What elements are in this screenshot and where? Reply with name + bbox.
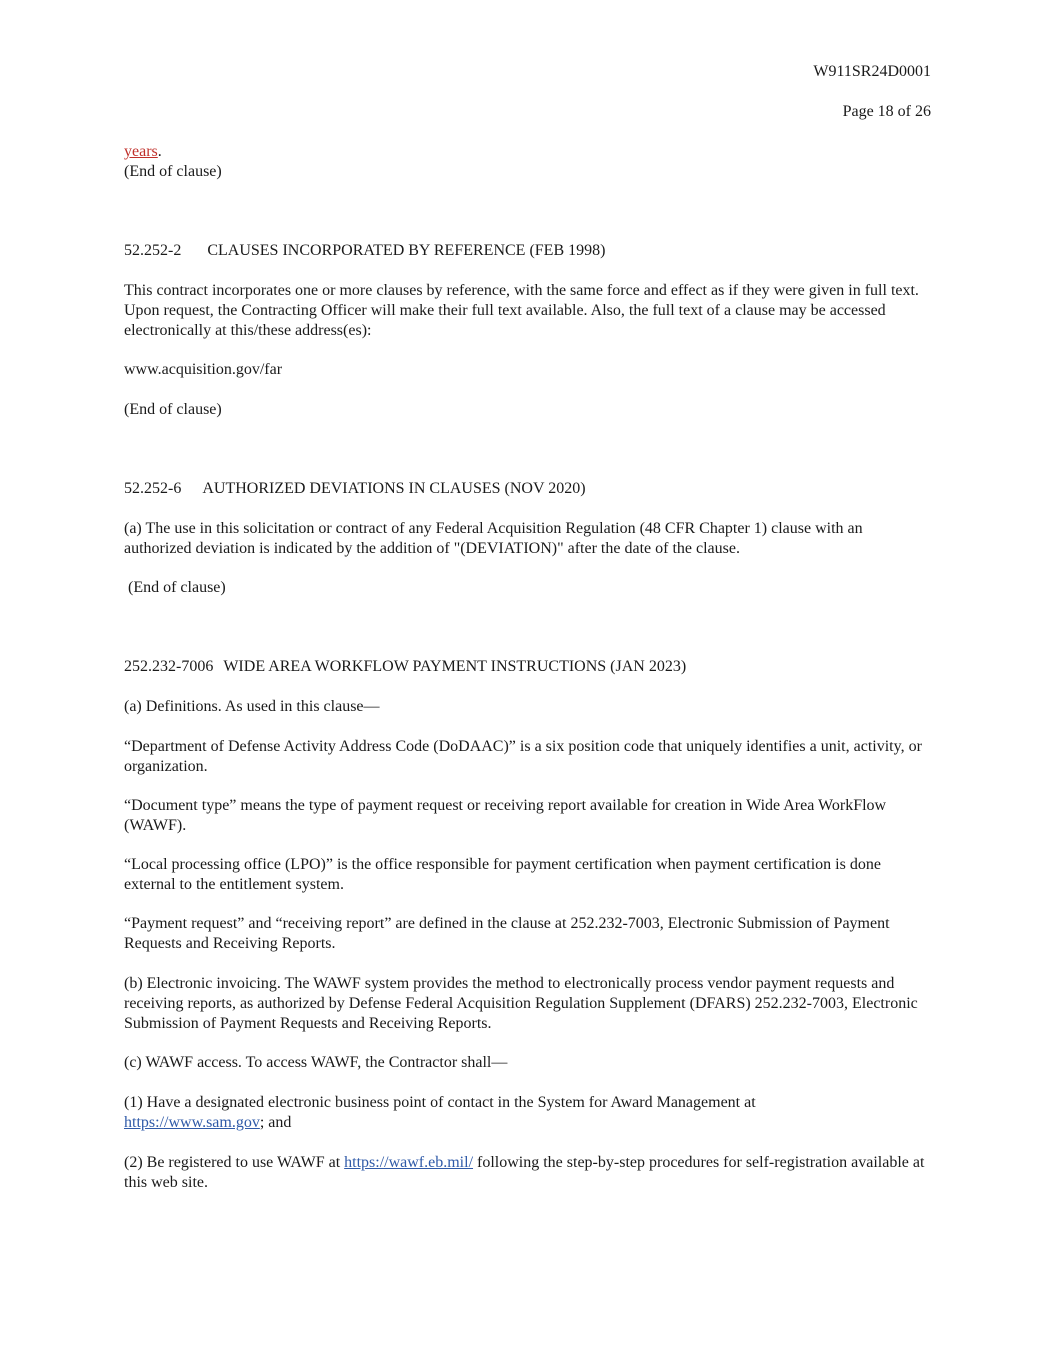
clause-heading: AUTHORIZED DEVIATIONS IN CLAUSES (NOV 2020) (202, 480, 586, 497)
document-number: W911SR24D0001 (813, 63, 931, 80)
requirement-text: (1) Have a designated electronic business point of contact in the System for Award Management at (124, 1094, 756, 1111)
far-url: www.acquisition.gov/far (124, 361, 283, 378)
definition-payment-request: “Payment request” and “receiving report” are defined in the clause at 252.232-7003, Electronic Submission of Payment Requests and Receiving Reports. (124, 915, 890, 952)
requirement-text: (2) Be registered to use WAWF at (124, 1154, 345, 1171)
requirement-suffix: following the step-by-step procedures for self-registration available at this web site. (124, 1154, 925, 1191)
clause-body: This contract incorporates one or more clauses by reference, with the same force and effect as if they were given in full text. Upon request, the Contracting Officer will make their full text available. Also, the full text of a clause may be accessed electronically at this/these address(es): (124, 282, 919, 339)
clause-number: 52.252-2 (124, 242, 182, 259)
definition-lpo: “Local processing office (LPO)” is the office responsible for payment certification when payment certification is done external to the entitlement system. (124, 856, 881, 893)
definition-document-type: “Document type” means the type of payment request or receiving report available for creation in Wide Area WorkFlow (WAWF). (124, 797, 887, 834)
previous-clause-ending (124, 142, 934, 182)
clause-title-52-252-6 (124, 479, 934, 499)
clause-number: 52.252-6 (124, 480, 182, 497)
definition-dodaac: “Department of Defense Activity Address Code (DoDAAC)” is a six position code that uniquely identifies a unit, activity, or organization. (124, 738, 922, 775)
clause-number: 252.232-7006 (124, 658, 214, 675)
years-link[interactable]: years (124, 143, 158, 160)
clause-heading: CLAUSES INCORPORATED BY REFERENCE (FEB 1998) (207, 242, 606, 259)
electronic-invoicing: (b) Electronic invoicing. The WAWF system provides the method to electronically process vendor payment requests and receiving reports, as authorized by Defense Federal Acquisition Regulation Supplement (DFARS) 252.232-7003, Electronic Submission of Payment Requests and Receiving Reports. (124, 975, 918, 1032)
wawf-link[interactable]: https://wawf.eb.mil/ (344, 1154, 474, 1171)
clause-body: (a) The use in this solicitation or contract of any Federal Acquisition Regulation (48 CFR Chapter 1) clause with an authorized deviation is indicated by the addition of "(DEVIATION)" after the date of the clause. (124, 520, 863, 557)
wawf-access: (c) WAWF access. To access WAWF, the Contractor shall— (124, 1054, 508, 1071)
end-of-clause: (End of clause) (124, 579, 226, 596)
sam-gov-link[interactable]: https://www.sam.gov (124, 1114, 260, 1131)
requirement-suffix: ; and (259, 1114, 292, 1131)
clause-heading: WIDE AREA WORKFLOW PAYMENT INSTRUCTIONS (JAN 2023) (223, 658, 687, 675)
period: . (157, 143, 162, 160)
end-of-clause: (End of clause) (124, 163, 222, 180)
page-number: Page 18 of 26 (842, 103, 931, 120)
end-of-clause: (End of clause) (124, 401, 222, 418)
definitions-intro: (a) Definitions. As used in this clause— (124, 698, 380, 715)
requirement-wawf-registration (124, 1153, 934, 1193)
clause-title-252-232-7006 (124, 657, 934, 677)
clause-title-52-252-2 (124, 241, 934, 261)
requirement-sam (124, 1093, 934, 1133)
